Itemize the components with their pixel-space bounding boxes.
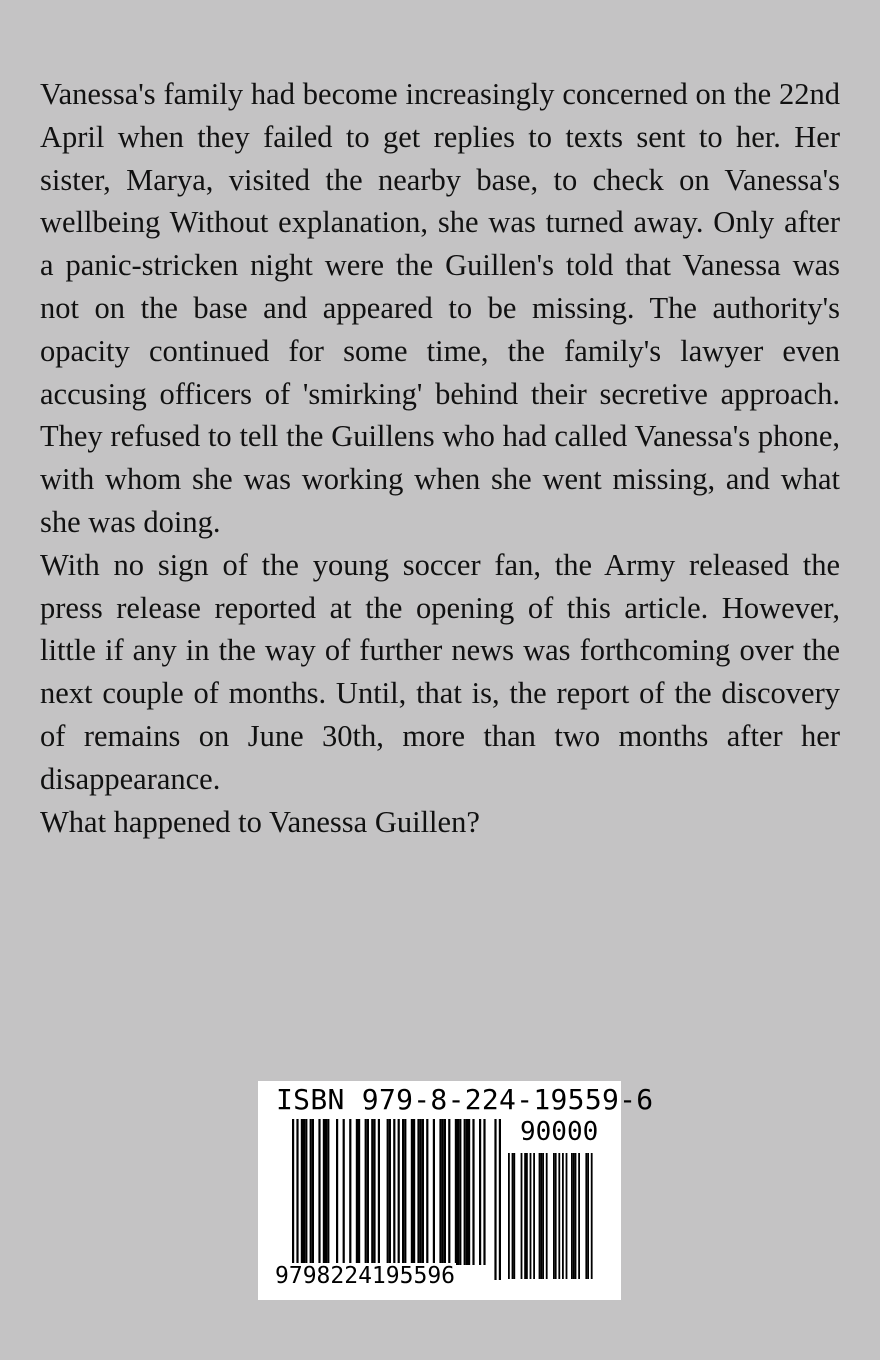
barcode-bar [389,1119,391,1265]
barcode-bar [455,1119,457,1265]
closing-question: What happened to Vanessa Guillen? [40,804,480,839]
barcode-bar [512,1153,514,1279]
barcode-bar [466,1119,468,1265]
barcode-bar [373,1119,375,1265]
barcode-bar [573,1153,575,1279]
barcode-bar [575,1153,577,1279]
back-cover-text [40,73,840,843]
barcode-bar [398,1119,400,1280]
isbn-text: ISBN 979-8-224-19559-6 [276,1083,654,1116]
barcode-bar [448,1119,450,1265]
body-paragraph-1: Vanessa's family had become increasingly concerned on the 22nd April when they failed to get replies to texts sent to her. Her sister, Marya, visited the nearby base, to check on Vanessa's wellbeing Without explanation, she was turned away. Only after a panic-stricken night were the Guillen's told that Vanessa was not on the base and appeared to be missing. The authority's opacity continued for some time, the family's lawyer even accusing officers of 'smirking' behind their secretive approach. They refused to tell the Guillens who had called Vanessa's phone, with whom she was working when she went missing, and what she was doing. [40,77,840,539]
barcode-bar [442,1119,444,1265]
barcode-bar [571,1153,573,1279]
barcode-bar [367,1119,369,1265]
barcode-bar [433,1119,435,1265]
barcode-bar [444,1119,446,1265]
barcode-bar [457,1119,459,1265]
barcode-bar [533,1153,535,1279]
barcode-bar [327,1119,329,1265]
barcode-bar [483,1119,485,1265]
barcode-bar [508,1153,510,1279]
barcode-bar [555,1153,557,1279]
barcode-bar [591,1153,593,1279]
barcode-bar [422,1119,424,1265]
barcode-bar [426,1119,428,1265]
barcode-bar [578,1153,580,1279]
barcode-bar [494,1119,496,1280]
barcode-bar [558,1153,560,1279]
isbn-barcode-label [258,1081,654,1300]
barcode-bar [499,1119,501,1280]
barcode-bar [468,1119,470,1265]
barcode-bar [539,1153,541,1279]
barcode-bar [562,1153,564,1279]
ean5-addon-bars [508,1153,593,1279]
barcode-bar [417,1119,419,1265]
barcode-bar [566,1153,568,1279]
barcode-bar [336,1119,338,1265]
barcode-bar [439,1119,441,1265]
barcode-bar [310,1119,312,1265]
barcode-bar [413,1119,415,1265]
barcode-bar [479,1119,481,1265]
barcode-bar [524,1153,526,1279]
barcode-bar [356,1119,358,1265]
barcode-bar [542,1153,544,1279]
barcode-bar [305,1119,307,1265]
barcode-bar [521,1153,523,1279]
barcode-bar [402,1119,404,1265]
barcode-bar [378,1119,380,1265]
barcode-bar [387,1119,389,1265]
barcode-bar [343,1119,345,1265]
barcode-bar [464,1119,466,1265]
barcode-bar [404,1119,406,1265]
barcode-bar [530,1153,532,1279]
barcode-bar [301,1119,303,1265]
barcode-bar [553,1153,555,1279]
barcode-bar [365,1119,367,1265]
barcode-bar [459,1119,461,1265]
barcode-bar [349,1119,351,1265]
barcode-bar [546,1153,548,1279]
barcode-bar [540,1153,542,1279]
barcode-bar [585,1153,587,1279]
barcode-bar [526,1153,528,1279]
barcode-bar [292,1119,294,1280]
barcode-bar [587,1153,589,1279]
barcode-bar [371,1119,373,1265]
barcode-bar [411,1119,413,1265]
barcode-bar [296,1119,298,1280]
barcode-bar [303,1119,305,1265]
barcode-bar [420,1119,422,1265]
barcode-bar [323,1119,325,1265]
ean13-bars [292,1119,501,1280]
body-paragraph-2: With no sign of the young soccer fan, the Army released the press release reported at the opening of this article. However, little if any in the way of further news was forthcoming over the next couple of months. Until, that is, the report of the discovery of remains on June 30th, more than two months after her disappearance. [40,547,840,796]
barcode-bar [318,1119,320,1265]
barcode-bar [312,1119,314,1265]
barcode-bar [358,1119,360,1265]
price-code: 90000 [520,1117,599,1147]
barcode-bar [472,1119,474,1265]
barcode-bar [513,1153,515,1279]
ean-digits: 9798224195596 [275,1263,456,1289]
barcode-bar [325,1119,327,1265]
barcode-bar [393,1119,395,1280]
